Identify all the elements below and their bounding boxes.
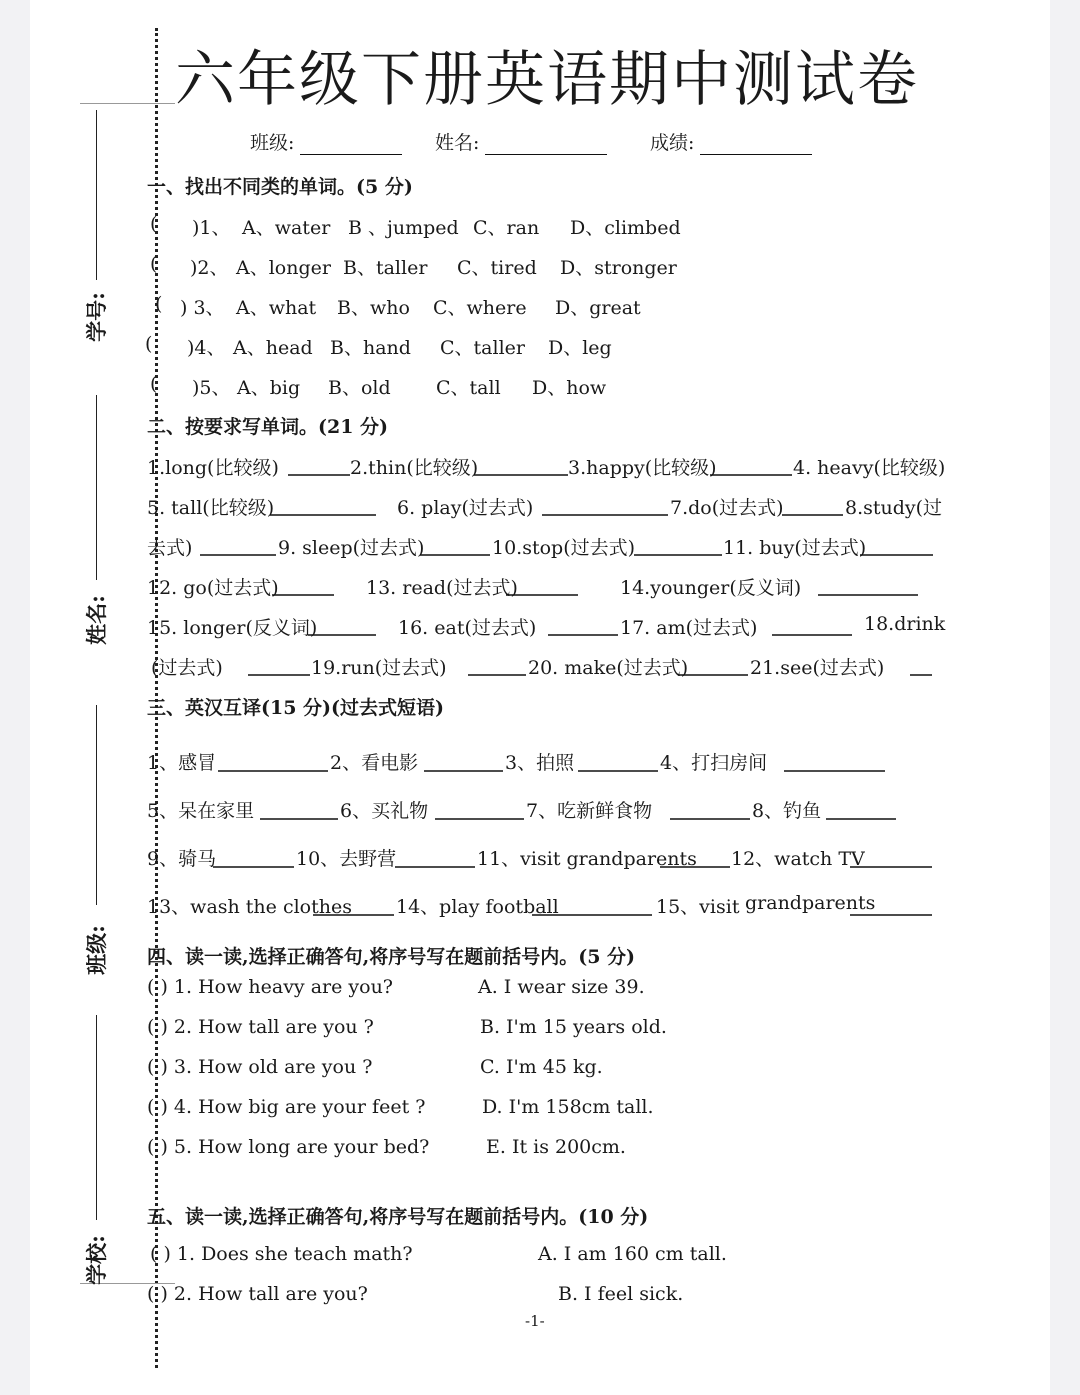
answer-paren[interactable]: (	[150, 253, 158, 275]
option-a: A、what	[236, 297, 317, 319]
option-d: D、great	[555, 297, 641, 319]
word-prompt: 4. heavy(比较级)	[793, 457, 946, 479]
option-b: B、who	[337, 297, 410, 319]
word-prompt: 13. read(过去式)	[366, 577, 518, 599]
score-label: 成绩:	[650, 132, 695, 154]
binding-top-rule	[80, 103, 175, 104]
phrase-prompt: 7、吃新鲜食物	[526, 800, 653, 822]
word-prompt: 21.see(过去式)	[750, 657, 885, 679]
class-label: 班级:	[250, 132, 295, 154]
section3-heading: 三、英汉互译(15 分)(过去式短语)	[147, 697, 445, 719]
option-d: D、leg	[548, 337, 612, 359]
phrase-prompt: 11、visit grandparents	[477, 848, 697, 870]
answer-option: B. I'm 15 years old.	[480, 1016, 667, 1038]
word-prompt: 5. tall(比较级)	[147, 497, 275, 519]
phrase-prompt: 1、感冒	[147, 752, 217, 774]
phrase-prompt: 6、买礼物	[340, 800, 429, 822]
word-prompt: 6. play(过去式)	[397, 497, 534, 519]
option-b: B、hand	[330, 337, 411, 359]
word-prompt: 19.run(过去式)	[311, 657, 447, 679]
sidebar-name	[70, 395, 110, 645]
option-a: A、big	[237, 377, 301, 399]
question[interactable]: ( ) 1. Does she teach math?	[150, 1243, 413, 1265]
word-prompt: 9. sleep(过去式)	[278, 537, 425, 559]
page-title: 六年级下册英语期中测试卷	[175, 45, 919, 115]
sidebar-student-id	[70, 110, 110, 340]
option-c: C、tired	[457, 257, 537, 279]
answer-option: D. I'm 158cm tall.	[482, 1096, 654, 1118]
phrase-prompt: 9、骑马	[147, 848, 217, 870]
phrase-prompt: 5、呆在家里	[147, 800, 255, 822]
name-blank[interactable]	[485, 136, 607, 155]
sidebar-student-id-line	[96, 110, 97, 280]
word-prompt: 12. go(过去式)	[147, 577, 279, 599]
word-prompt: 16. eat(过去式)	[398, 617, 537, 639]
phrase-prompt: 8、钓鱼	[752, 800, 822, 822]
option-c: C、tall	[436, 377, 501, 399]
sidebar-class-label: 班级:	[84, 925, 109, 975]
word-prompt: 去式)	[147, 537, 193, 559]
option-d: D、climbed	[570, 217, 681, 239]
word-prompt: (过去式)	[151, 657, 223, 679]
item-number: ) 3、	[180, 297, 225, 319]
word-prompt: 15. longer(反义词)	[147, 617, 318, 639]
phrase-prompt: grandparents	[745, 892, 876, 914]
answer-option: C. I'm 45 kg.	[480, 1056, 603, 1078]
option-c: C、where	[433, 297, 527, 319]
phrase-prompt: 15、visit	[656, 896, 740, 918]
phrase-prompt: 12、watch TV	[731, 848, 865, 870]
section5-heading: 五、读一读,选择正确答句,将序号写在题前括号内。(10 分)	[147, 1206, 649, 1228]
sidebar-student-id-label: 学号:	[84, 292, 109, 342]
name-field	[435, 128, 607, 155]
class-field	[250, 128, 402, 155]
option-d: D、how	[532, 377, 607, 399]
question[interactable]: ( ) 2. How tall are you ?	[147, 1016, 374, 1038]
score-blank[interactable]	[700, 136, 812, 155]
sidebar-class-line	[96, 705, 97, 905]
word-prompt: 7.do(过去式)	[670, 497, 784, 519]
word-prompt: 17. am(过去式)	[620, 617, 758, 639]
word-prompt: 8.study(过	[845, 497, 943, 519]
answer-option: B. I feel sick.	[558, 1283, 684, 1305]
word-prompt: 3.happy(比较级)	[568, 457, 717, 479]
sidebar-class	[70, 705, 110, 975]
phrase-prompt: 3、拍照	[505, 752, 575, 774]
phrase-prompt: 13、wash the clothes	[147, 896, 352, 918]
exam-page	[30, 0, 1050, 1395]
option-b: B、taller	[343, 257, 428, 279]
word-prompt: 18.drink	[864, 613, 946, 635]
phrase-prompt: 14、play football	[396, 896, 559, 918]
sidebar-name-label: 姓名:	[84, 595, 109, 645]
question[interactable]: ( ) 3. How old are you ?	[147, 1056, 373, 1078]
item-number: )1、	[192, 217, 231, 239]
phrase-prompt: 2、看电影	[330, 752, 419, 774]
word-prompt: 10.stop(过去式)	[492, 537, 636, 559]
item-number: )4、	[187, 337, 226, 359]
section1-heading: 一、找出不同类的单词。(5 分)	[147, 176, 413, 198]
option-c: C、ran	[473, 217, 540, 239]
page-number: -1-	[525, 1312, 545, 1330]
item-number: )2、	[190, 257, 229, 279]
answer-paren[interactable]: (	[150, 373, 158, 395]
sidebar-name-line	[96, 395, 97, 580]
word-prompt: 2.thin(比较级)	[350, 457, 479, 479]
question[interactable]: ( ) 1. How heavy are you?	[147, 976, 393, 998]
answer-option: E. It is 200cm.	[486, 1136, 626, 1158]
phrase-prompt: 10、去野营	[296, 848, 397, 870]
word-prompt: 14.younger(反义词)	[620, 577, 802, 599]
option-d: D、stronger	[560, 257, 677, 279]
option-c: C、taller	[440, 337, 525, 359]
question[interactable]: ( ) 2. How tall are you?	[147, 1283, 368, 1305]
answer-paren[interactable]: (	[155, 293, 163, 315]
word-prompt: 1.long(比较级)	[147, 457, 279, 479]
question[interactable]: ( ) 5. How long are your bed?	[147, 1136, 430, 1158]
class-blank[interactable]	[300, 136, 402, 155]
sidebar-school-label: 学校:	[84, 1235, 109, 1285]
section4-heading: 四、读一读,选择正确答句,将序号写在题前括号内。(5 分)	[147, 946, 636, 968]
name-label: 姓名:	[435, 132, 480, 154]
sidebar-school-line	[96, 1015, 97, 1220]
option-a: A、water	[242, 217, 331, 239]
question[interactable]: ( ) 4. How big are your feet ?	[147, 1096, 426, 1118]
answer-option: A. I wear size 39.	[478, 976, 645, 998]
item-number: )5、	[192, 377, 231, 399]
phrase-prompt: 4、打扫房间	[660, 752, 768, 774]
section2-heading: 二、按要求写单词。(21 分)	[147, 416, 389, 438]
option-b: B、old	[328, 377, 391, 399]
sidebar-school	[70, 1015, 110, 1285]
answer-paren[interactable]: (	[150, 213, 158, 235]
answer-paren[interactable]: (	[145, 333, 153, 355]
answer-option: A. I am 160 cm tall.	[538, 1243, 727, 1265]
option-b: B 、jumped	[348, 217, 459, 239]
option-a: A、longer	[236, 257, 331, 279]
word-prompt: 20. make(过去式)	[528, 657, 689, 679]
score-field	[650, 128, 812, 155]
word-prompt: 11. buy(过去式)	[723, 537, 867, 559]
option-a: A、head	[233, 337, 313, 359]
